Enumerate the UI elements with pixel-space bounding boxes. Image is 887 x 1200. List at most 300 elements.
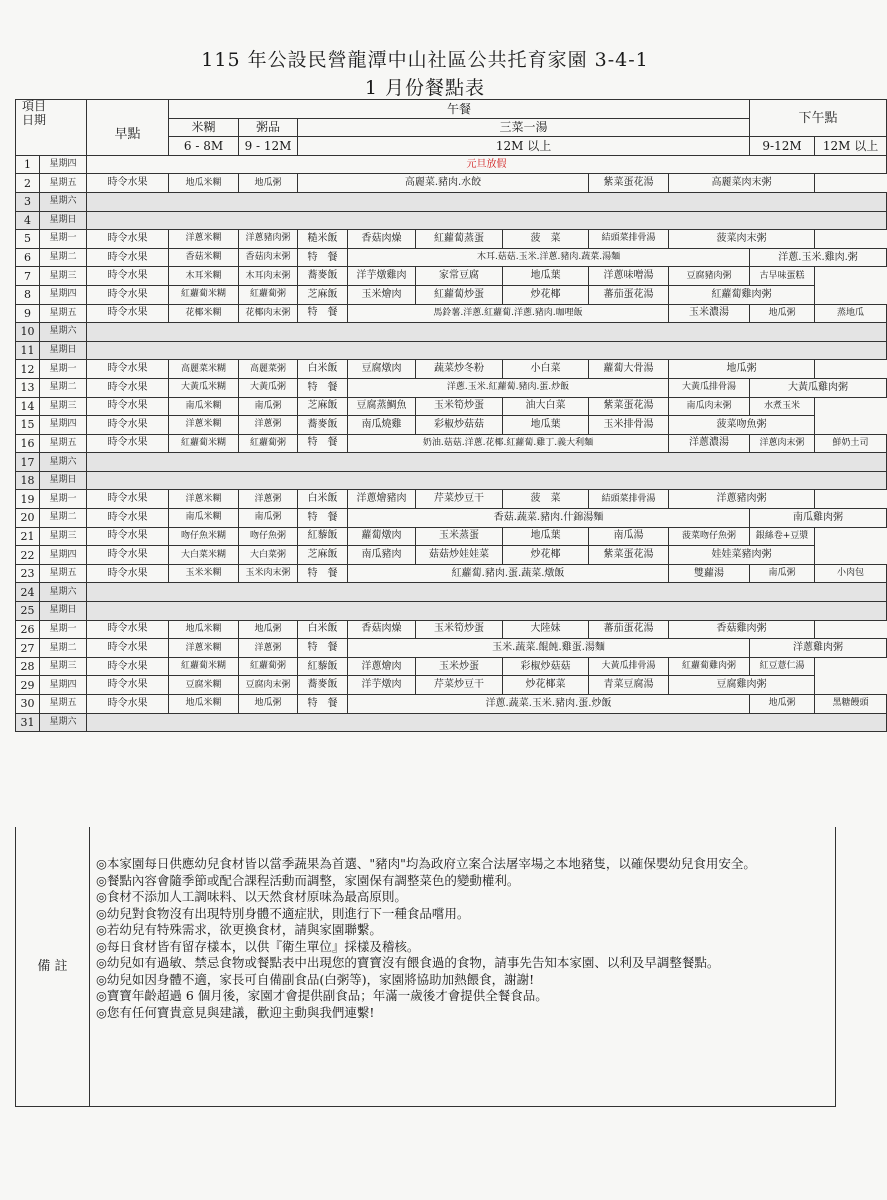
breakfast-cell: 時令水果 bbox=[87, 378, 169, 397]
snack-cell: 菠菜肉末粥 bbox=[669, 230, 815, 249]
soup-cell: 大黃瓜排骨湯 bbox=[589, 657, 669, 676]
day-number: 26 bbox=[16, 620, 40, 639]
note-line: ◎您有任何寶貴意見與建議，歡迎主動與我們連繫! bbox=[96, 1004, 375, 1020]
day-number: 27 bbox=[16, 639, 40, 658]
note-line: ◎幼兒如有過敏、禁忌食物或餐點表中出現您的寶寶沒有餵食過的食物，請事先告知本家園、以利及早調整餐點。 bbox=[96, 955, 720, 970]
day-number: 13 bbox=[16, 378, 40, 397]
staple-cell: 芝麻飯 bbox=[298, 285, 348, 304]
breakfast-cell: 時令水果 bbox=[87, 230, 169, 249]
main-dish-cell: 香菇.蔬菜.豬肉.什錦湯麵 bbox=[348, 509, 750, 528]
porridge-cell: 地瓜粥 bbox=[239, 174, 298, 193]
dish-cell: 油大白菜 bbox=[503, 397, 589, 416]
staple-cell: 特 餐 bbox=[298, 564, 348, 583]
soup-cell: 大黃瓜排骨湯 bbox=[669, 378, 750, 397]
day-number: 20 bbox=[16, 509, 40, 528]
breakfast-cell: 時令水果 bbox=[87, 639, 169, 658]
day-number: 8 bbox=[16, 285, 40, 304]
soup-cell: 蕃茄蛋花湯 bbox=[589, 285, 669, 304]
day-number: 21 bbox=[16, 527, 40, 546]
soup-cell: 結頭菜排骨湯 bbox=[589, 230, 669, 249]
porridge-cell: 高麗菜粥 bbox=[239, 360, 298, 379]
snack-cell: 黑糖饅頭 bbox=[815, 695, 887, 714]
day-row bbox=[16, 174, 887, 193]
weekend-cell bbox=[87, 211, 887, 230]
day-row bbox=[16, 471, 887, 490]
snack-cell: 洋蔥.玉米.雞肉.粥 bbox=[750, 248, 887, 267]
day-number: 16 bbox=[16, 434, 40, 453]
snack-cell: 娃娃菜豬肉粥 bbox=[669, 546, 815, 565]
rice-paste-cell: 洋蔥米糊 bbox=[169, 416, 239, 435]
day-row bbox=[16, 323, 887, 342]
dish-cell: 紅蘿蔔炒蛋 bbox=[416, 285, 503, 304]
staple-cell: 白米飯 bbox=[298, 360, 348, 379]
day-row bbox=[16, 602, 887, 621]
snack-cell: 紅蘿蔔雞肉粥 bbox=[669, 657, 750, 676]
staple-cell: 特 餐 bbox=[298, 434, 348, 453]
day-row bbox=[16, 713, 887, 732]
dish-cell: 菠 菜 bbox=[503, 490, 589, 509]
day-number: 1 bbox=[16, 155, 40, 174]
porridge-cell: 洋蔥粥 bbox=[239, 490, 298, 509]
day-row bbox=[16, 378, 887, 397]
staple-cell: 蕎麥飯 bbox=[298, 676, 348, 695]
porridge-cell: 大白菜粥 bbox=[239, 546, 298, 565]
notes-section bbox=[15, 827, 836, 1107]
porridge-cell: 吻仔魚粥 bbox=[239, 527, 298, 546]
day-number: 25 bbox=[16, 602, 40, 621]
weekend-cell bbox=[87, 602, 887, 621]
day-row bbox=[16, 695, 887, 714]
breakfast-cell: 時令水果 bbox=[87, 416, 169, 435]
breakfast-cell: 時令水果 bbox=[87, 695, 169, 714]
dish-cell: 蔬菜炒冬粉 bbox=[416, 360, 503, 379]
rice-paste-cell: 玉米米糊 bbox=[169, 564, 239, 583]
staple-cell: 特 餐 bbox=[298, 695, 348, 714]
note-line: ◎餐點內容會隨季節或配合課程活動而調整，家園保有調整菜色的變動權利。 bbox=[96, 872, 520, 888]
lunch-header: 午餐 bbox=[169, 100, 750, 119]
breakfast-cell: 時令水果 bbox=[87, 304, 169, 323]
staple-cell: 蕎麥飯 bbox=[298, 416, 348, 435]
porridge-cell: 南瓜粥 bbox=[239, 509, 298, 528]
dish-cell: 香菇肉燥 bbox=[348, 620, 416, 639]
day-number: 31 bbox=[16, 713, 40, 732]
breakfast-header: 早點 bbox=[87, 100, 169, 156]
dish-cell: 紅蘿蔔蒸蛋 bbox=[416, 230, 503, 249]
age-9-12-header: 9 - 12M bbox=[239, 137, 298, 156]
breakfast-cell: 時令水果 bbox=[87, 397, 169, 416]
rice-paste-cell: 紅蘿蔔米糊 bbox=[169, 657, 239, 676]
corner-cell bbox=[16, 100, 87, 156]
soup-cell: 南瓜湯 bbox=[589, 527, 669, 546]
snack-cell: 蒸地瓜 bbox=[815, 304, 887, 323]
porridge-cell: 南瓜粥 bbox=[239, 397, 298, 416]
rice-paste-cell: 木耳米糊 bbox=[169, 267, 239, 286]
holiday-cell: 元旦放假 bbox=[87, 155, 887, 174]
day-row bbox=[16, 490, 887, 509]
weekday: 星期五 bbox=[40, 174, 87, 193]
porridge-cell: 豆腐肉末粥 bbox=[239, 676, 298, 695]
weekday: 星期六 bbox=[40, 453, 87, 472]
meal-table bbox=[15, 99, 887, 732]
day-number: 9 bbox=[16, 304, 40, 323]
weekday: 星期三 bbox=[40, 657, 87, 676]
weekday: 星期日 bbox=[40, 471, 87, 490]
main-dish-cell: 木耳.菇菇.玉米.洋蔥.豬肉.蔬菜.湯麵 bbox=[348, 248, 750, 267]
day-number: 23 bbox=[16, 564, 40, 583]
snack-cell: 紅蘿蔔雞肉粥 bbox=[669, 285, 815, 304]
snack-cell: 菠菜吻魚粥 bbox=[669, 416, 815, 435]
rice-paste-cell: 地瓜米糊 bbox=[169, 620, 239, 639]
weekday: 星期三 bbox=[40, 397, 87, 416]
weekday: 星期四 bbox=[40, 155, 87, 174]
porridge-cell: 紅蘿蔔粥 bbox=[239, 434, 298, 453]
soup-cell: 玉米濃湯 bbox=[669, 304, 750, 323]
snack-cell: 南瓜肉末粥 bbox=[669, 397, 750, 416]
dish-cell: 地瓜葉 bbox=[503, 527, 589, 546]
age-12-up-header: 12M 以上 bbox=[298, 137, 750, 156]
rice-paste-cell: 南瓜米糊 bbox=[169, 397, 239, 416]
staple-cell: 芝麻飯 bbox=[298, 546, 348, 565]
rice-paste-cell: 吻仔魚米糊 bbox=[169, 527, 239, 546]
corner-item-label: 項目 bbox=[22, 99, 47, 113]
soup-cell: 紫菜蛋花湯 bbox=[589, 174, 669, 193]
dish-cell: 玉米燴肉 bbox=[348, 285, 416, 304]
day-row bbox=[16, 285, 887, 304]
age-6-8-header: 6 - 8M bbox=[169, 137, 239, 156]
snack-cell: 洋蔥雞肉粥 bbox=[750, 639, 887, 658]
dish-cell: 炒花椰菜 bbox=[503, 676, 589, 695]
rice-paste-cell: 紅蘿蔔米糊 bbox=[169, 285, 239, 304]
three-dish-header: 三菜一湯 bbox=[298, 118, 750, 137]
weekday: 星期四 bbox=[40, 546, 87, 565]
snack-cell: 洋蔥肉末粥 bbox=[750, 434, 815, 453]
porridge-cell: 地瓜粥 bbox=[239, 695, 298, 714]
weekend-cell bbox=[87, 323, 887, 342]
weekday: 星期二 bbox=[40, 248, 87, 267]
porridge-cell: 玉米肉末粥 bbox=[239, 564, 298, 583]
porridge-cell: 紅蘿蔔粥 bbox=[239, 657, 298, 676]
weekend-cell bbox=[87, 583, 887, 602]
day-number: 3 bbox=[16, 192, 40, 211]
staple-cell: 特 餐 bbox=[298, 639, 348, 658]
dish-cell: 彩椒炒菇菇 bbox=[503, 657, 589, 676]
breakfast-cell: 時令水果 bbox=[87, 267, 169, 286]
staple-cell: 芝麻飯 bbox=[298, 397, 348, 416]
weekday: 星期日 bbox=[40, 211, 87, 230]
snack-cell: 水煮玉米 bbox=[750, 397, 815, 416]
weekday: 星期四 bbox=[40, 676, 87, 695]
day-number: 22 bbox=[16, 546, 40, 565]
dish-cell: 玉米炒蛋 bbox=[416, 657, 503, 676]
dish-cell: 玉米筍炒蛋 bbox=[416, 397, 503, 416]
rice-paste-cell: 洋蔥米糊 bbox=[169, 639, 239, 658]
snack-cell: 地瓜粥 bbox=[750, 304, 815, 323]
breakfast-cell: 時令水果 bbox=[87, 285, 169, 304]
day-number: 30 bbox=[16, 695, 40, 714]
main-dish-cell: 玉米.蔬菜.餛飩.雞蛋.湯麵 bbox=[348, 639, 750, 658]
staple-cell: 特 餐 bbox=[298, 378, 348, 397]
breakfast-cell: 時令水果 bbox=[87, 620, 169, 639]
rice-paste-cell: 地瓜米糊 bbox=[169, 695, 239, 714]
day-number: 5 bbox=[16, 230, 40, 249]
breakfast-cell: 時令水果 bbox=[87, 657, 169, 676]
day-number: 18 bbox=[16, 471, 40, 490]
day-row bbox=[16, 192, 887, 211]
weekday: 星期一 bbox=[40, 230, 87, 249]
day-row bbox=[16, 341, 887, 360]
dish-cell: 南瓜燒雞 bbox=[348, 416, 416, 435]
weekday: 星期四 bbox=[40, 285, 87, 304]
dish-cell: 芹菜炒豆干 bbox=[416, 676, 503, 695]
soup-cell: 結頭菜排骨湯 bbox=[589, 490, 669, 509]
corner-date-label: 日期 bbox=[22, 112, 47, 127]
weekday: 星期五 bbox=[40, 695, 87, 714]
rice-paste-cell: 地瓜米糊 bbox=[169, 174, 239, 193]
weekday: 星期五 bbox=[40, 434, 87, 453]
weekend-cell bbox=[87, 453, 887, 472]
weekend-cell bbox=[87, 192, 887, 211]
day-number: 29 bbox=[16, 676, 40, 695]
dish-cell: 芹菜炒豆干 bbox=[416, 490, 503, 509]
dish-cell: 地瓜葉 bbox=[503, 416, 589, 435]
day-row bbox=[16, 509, 887, 528]
breakfast-cell: 時令水果 bbox=[87, 434, 169, 453]
rice-paste-cell: 高麗菜米糊 bbox=[169, 360, 239, 379]
dish-cell: 蘿蔔燉肉 bbox=[348, 527, 416, 546]
day-row bbox=[16, 546, 887, 565]
porridge-header: 粥品 bbox=[239, 118, 298, 137]
main-dish-cell: 奶油.菇菇.洋蔥.花椰.紅蘿蔔.雞丁.義大利麵 bbox=[348, 434, 669, 453]
weekday: 星期三 bbox=[40, 267, 87, 286]
breakfast-cell: 時令水果 bbox=[87, 676, 169, 695]
day-number: 17 bbox=[16, 453, 40, 472]
weekend-cell bbox=[87, 341, 887, 360]
soup-cell: 蕃茄蛋花湯 bbox=[589, 620, 669, 639]
snack-cell: 洋蔥豬肉粥 bbox=[669, 490, 815, 509]
day-number: 14 bbox=[16, 397, 40, 416]
rice-paste-cell: 紅蘿蔔米糊 bbox=[169, 434, 239, 453]
porridge-cell: 地瓜粥 bbox=[239, 620, 298, 639]
dish-cell: 洋蔥燴豬肉 bbox=[348, 490, 416, 509]
snack-12-up-header: 12M 以上 bbox=[815, 137, 887, 156]
soup-cell: 洋蔥味噌湯 bbox=[589, 267, 669, 286]
weekday: 星期日 bbox=[40, 602, 87, 621]
main-dish-cell: 洋蔥.蔬菜.玉米.豬肉.蛋.炒飯 bbox=[348, 695, 750, 714]
snack-cell: 南瓜雞肉粥 bbox=[750, 509, 887, 528]
dish-cell: 菠 菜 bbox=[503, 230, 589, 249]
porridge-cell: 洋蔥豬肉粥 bbox=[239, 230, 298, 249]
page-title: 115 年公設民營龍潭中山社區公共托育家園 3-4-1 bbox=[201, 49, 649, 71]
porridge-cell: 紅蘿蔔粥 bbox=[239, 285, 298, 304]
snack-cell: 紅豆薏仁湯 bbox=[750, 657, 815, 676]
note-line: ◎幼兒如因身體不適，家長可自備副食品(白粥等)，家園將協助加熱餵食，謝謝! bbox=[96, 971, 535, 987]
day-row bbox=[16, 230, 887, 249]
rice-paste-cell: 花椰米糊 bbox=[169, 304, 239, 323]
dish-cell: 家常豆腐 bbox=[416, 267, 503, 286]
day-row bbox=[16, 416, 887, 435]
rice-paste-cell: 南瓜米糊 bbox=[169, 509, 239, 528]
weekday: 星期二 bbox=[40, 378, 87, 397]
dish-cell: 炒花椰 bbox=[503, 285, 589, 304]
weekday: 星期一 bbox=[40, 620, 87, 639]
snack-cell: 地瓜粥 bbox=[750, 695, 815, 714]
staple-cell: 糙米飯 bbox=[298, 230, 348, 249]
dish-cell: 洋蔥燴肉 bbox=[348, 657, 416, 676]
snack-cell: 高麗菜肉末粥 bbox=[669, 174, 815, 193]
page-subtitle: 1 月份餐點表 bbox=[364, 77, 486, 99]
day-row bbox=[16, 360, 887, 379]
dish-cell: 洋芋燉肉 bbox=[348, 676, 416, 695]
rice-paste-cell: 洋蔥米糊 bbox=[169, 490, 239, 509]
dish-cell: 菇菇炒娃娃菜 bbox=[416, 546, 503, 565]
day-number: 6 bbox=[16, 248, 40, 267]
day-row bbox=[16, 434, 887, 453]
staple-cell: 紅藜飯 bbox=[298, 657, 348, 676]
notes-body bbox=[96, 856, 827, 1021]
day-row bbox=[16, 453, 887, 472]
weekday: 星期一 bbox=[40, 360, 87, 379]
day-number: 10 bbox=[16, 323, 40, 342]
day-row bbox=[16, 676, 887, 695]
note-line: ◎本家園每日供應幼兒食材皆以當季蔬果為首選、"豬肉"均為政府立案合法屠宰場之本地豬隻，以確保嬰幼兒食用安全。 bbox=[96, 856, 756, 871]
porridge-cell: 花椰肉末粥 bbox=[239, 304, 298, 323]
breakfast-cell: 時令水果 bbox=[87, 509, 169, 528]
rice-paste-header: 米糊 bbox=[169, 118, 239, 137]
porridge-cell: 香菇肉末粥 bbox=[239, 248, 298, 267]
note-line: ◎每日食材皆有留存樣本，以供『衛生單位』採樣及稽核。 bbox=[96, 938, 420, 954]
day-number: 28 bbox=[16, 657, 40, 676]
staple-cell: 紅藜飯 bbox=[298, 527, 348, 546]
weekday: 星期四 bbox=[40, 416, 87, 435]
breakfast-cell: 時令水果 bbox=[87, 564, 169, 583]
dish-cell: 小白菜 bbox=[503, 360, 589, 379]
note-line: ◎若幼兒有特殊需求，欲更換食材，請與家園聯繫。 bbox=[96, 922, 382, 937]
dish-cell: 玉米蒸蛋 bbox=[416, 527, 503, 546]
day-number: 2 bbox=[16, 174, 40, 193]
dish-cell: 玉米筍炒蛋 bbox=[416, 620, 503, 639]
dish-cell: 炒花椰 bbox=[503, 546, 589, 565]
weekday: 星期六 bbox=[40, 713, 87, 732]
snack-cell: 菠菜吻仔魚粥 bbox=[669, 527, 750, 546]
porridge-cell: 洋蔥粥 bbox=[239, 416, 298, 435]
day-number: 7 bbox=[16, 267, 40, 286]
dish-cell: 地瓜葉 bbox=[503, 267, 589, 286]
breakfast-cell: 時令水果 bbox=[87, 248, 169, 267]
day-number: 19 bbox=[16, 490, 40, 509]
snack-cell: 豆腐雞肉粥 bbox=[669, 676, 815, 695]
rice-paste-cell: 豆腐米糊 bbox=[169, 676, 239, 695]
weekday: 星期二 bbox=[40, 509, 87, 528]
day-row bbox=[16, 304, 887, 323]
dish-cell: 豆腐蒸鯛魚 bbox=[348, 397, 416, 416]
main-dish-cell: 馬鈴薯.洋蔥.紅蘿蔔.洋蔥.豬肉.咖哩飯 bbox=[348, 304, 669, 323]
porridge-cell: 大黃瓜粥 bbox=[239, 378, 298, 397]
main-dish-cell: 洋蔥.玉米.紅蘿蔔.豬肉.蛋.炒飯 bbox=[348, 378, 669, 397]
note-line: ◎食材不添加人工調味料、以天然食材原味為最高原則。 bbox=[96, 889, 407, 904]
weekday: 星期日 bbox=[40, 341, 87, 360]
porridge-cell: 木耳肉末粥 bbox=[239, 267, 298, 286]
day-row bbox=[16, 564, 887, 583]
day-row bbox=[16, 211, 887, 230]
snack-cell: 香菇雞肉粥 bbox=[669, 620, 815, 639]
weekday: 星期六 bbox=[40, 583, 87, 602]
snack-cell: 大黃瓜雞肉粥 bbox=[750, 378, 887, 397]
weekday: 星期五 bbox=[40, 304, 87, 323]
staple-cell: 特 餐 bbox=[298, 248, 348, 267]
day-number: 4 bbox=[16, 211, 40, 230]
day-number: 11 bbox=[16, 341, 40, 360]
snack-9-12-header: 9-12M bbox=[750, 137, 815, 156]
dish-cell: 香菇肉燥 bbox=[348, 230, 416, 249]
dish-cell: 大陸妹 bbox=[503, 620, 589, 639]
breakfast-cell: 時令水果 bbox=[87, 546, 169, 565]
weekday: 星期三 bbox=[40, 527, 87, 546]
staple-cell: 白米飯 bbox=[298, 490, 348, 509]
day-row bbox=[16, 155, 887, 174]
staple-cell: 特 餐 bbox=[298, 509, 348, 528]
breakfast-cell: 時令水果 bbox=[87, 527, 169, 546]
weekday: 星期一 bbox=[40, 490, 87, 509]
weekend-cell bbox=[87, 471, 887, 490]
weekday: 星期六 bbox=[40, 192, 87, 211]
main-dish-cell: 紅蘿蔔.豬肉.蛋.蔬菜.燉飯 bbox=[348, 564, 669, 583]
day-number: 12 bbox=[16, 360, 40, 379]
day-number: 24 bbox=[16, 583, 40, 602]
note-line: ◎幼兒對食物沒有出現特別身體不適症狀，則進行下一種食品嚐用。 bbox=[96, 905, 470, 921]
snack-cell: 地瓜粥 bbox=[669, 360, 815, 379]
soup-cell: 蘿蔔大骨湯 bbox=[589, 360, 669, 379]
dish-cell: 彩椒炒菇菇 bbox=[416, 416, 503, 435]
main-dish-cell: 高麗菜.豬肉.水餃 bbox=[298, 174, 589, 193]
rice-paste-cell: 香菇米糊 bbox=[169, 248, 239, 267]
weekday: 星期五 bbox=[40, 564, 87, 583]
dish-cell: 洋芋燉雞肉 bbox=[348, 267, 416, 286]
snack-cell: 南瓜粥 bbox=[750, 564, 815, 583]
soup-cell: 紫菜蛋花湯 bbox=[589, 397, 669, 416]
day-row bbox=[16, 397, 887, 416]
soup-cell: 玉米排骨湯 bbox=[589, 416, 669, 435]
day-row bbox=[16, 583, 887, 602]
weekday: 星期六 bbox=[40, 323, 87, 342]
dish-cell: 豆腐燉肉 bbox=[348, 360, 416, 379]
day-row bbox=[16, 267, 887, 286]
soup-cell: 青菜豆腐湯 bbox=[589, 676, 669, 695]
snack-cell: 古早味蛋糕 bbox=[750, 267, 815, 286]
soup-cell: 洋蔥濃湯 bbox=[669, 434, 750, 453]
snack-header: 下午點 bbox=[750, 100, 887, 137]
day-row bbox=[16, 248, 887, 267]
staple-cell: 特 餐 bbox=[298, 304, 348, 323]
day-number: 15 bbox=[16, 416, 40, 435]
dish-cell: 南瓜豬肉 bbox=[348, 546, 416, 565]
staple-cell: 蕎麥飯 bbox=[298, 267, 348, 286]
breakfast-cell: 時令水果 bbox=[87, 360, 169, 379]
snack-cell: 鮮奶土司 bbox=[815, 434, 887, 453]
rice-paste-cell: 大黃瓜米糊 bbox=[169, 378, 239, 397]
notes-label: 備 註 bbox=[16, 827, 90, 1106]
weekday: 星期二 bbox=[40, 639, 87, 658]
breakfast-cell: 時令水果 bbox=[87, 174, 169, 193]
porridge-cell: 洋蔥粥 bbox=[239, 639, 298, 658]
breakfast-cell: 時令水果 bbox=[87, 490, 169, 509]
rice-paste-cell: 大白菜米糊 bbox=[169, 546, 239, 565]
weekend-cell bbox=[87, 713, 887, 732]
staple-cell: 白米飯 bbox=[298, 620, 348, 639]
soup-cell: 雙蘿湯 bbox=[669, 564, 750, 583]
soup-cell: 紫菜蛋花湯 bbox=[589, 546, 669, 565]
day-row bbox=[16, 620, 887, 639]
day-row bbox=[16, 639, 887, 658]
